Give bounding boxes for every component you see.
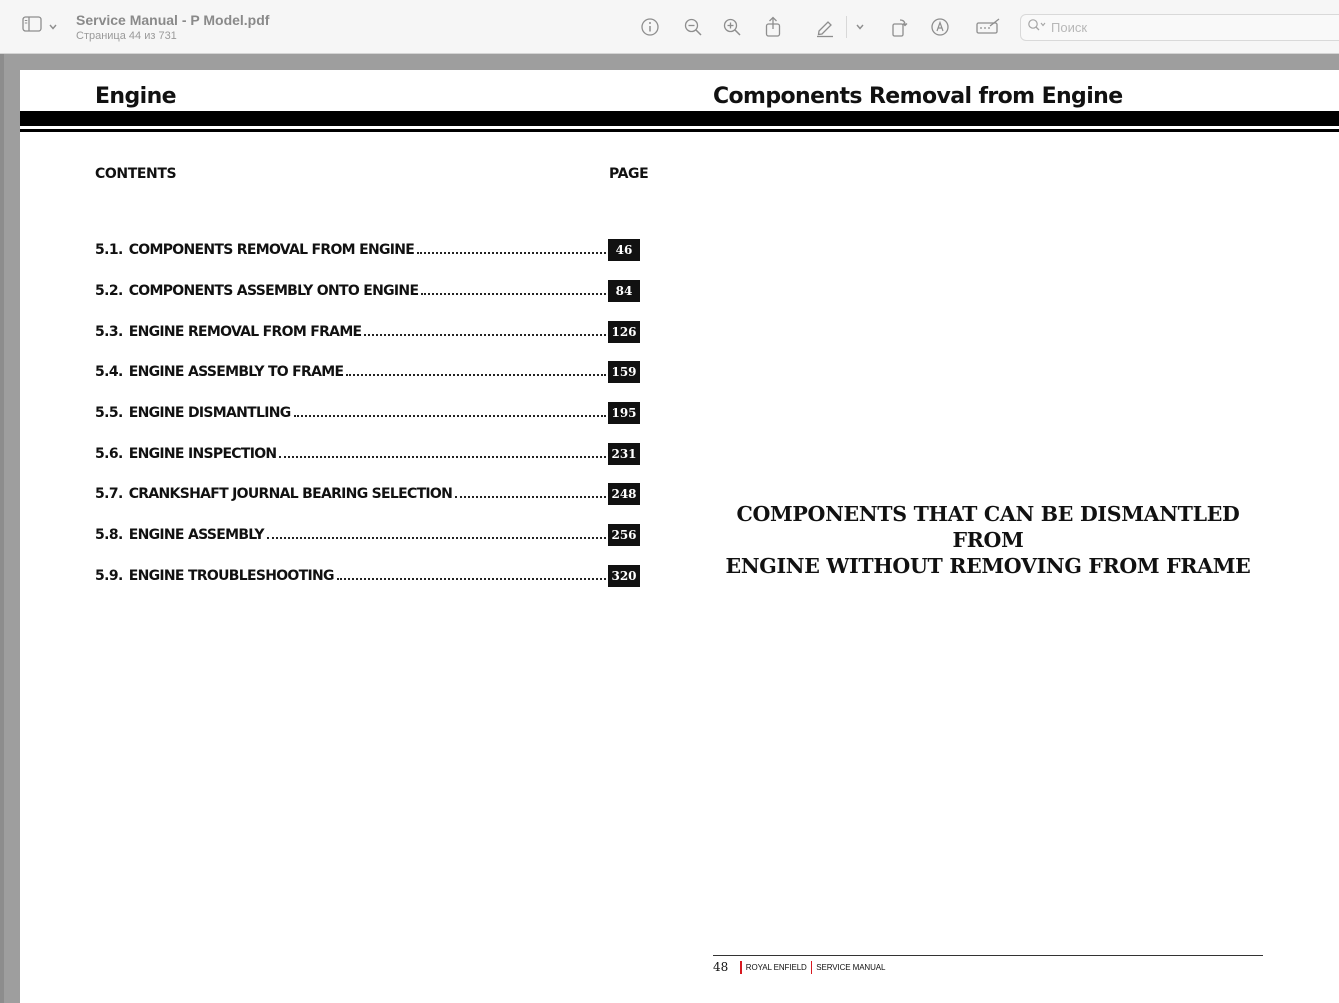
toc-title: ENGINE TROUBLESHOOTING	[128, 567, 334, 584]
footer-divider	[740, 961, 742, 974]
section-title-block	[713, 501, 1263, 579]
toc-page-number: 126	[608, 321, 640, 343]
section-header-right: Components Removal from Engine	[713, 84, 1123, 109]
document-viewer[interactable]	[0, 54, 1339, 1003]
header-rule-thin	[20, 129, 1339, 132]
page-column-heading: PAGE	[609, 166, 649, 182]
info-icon[interactable]	[638, 15, 662, 39]
toc-number: 5.9.	[95, 567, 123, 584]
toc-entry[interactable]	[95, 352, 640, 393]
document-title: Service Manual - P Model.pdf	[76, 12, 270, 28]
section-title-line-2: ENGINE WITHOUT REMOVING FROM FRAME	[725, 554, 1251, 578]
toc-entry[interactable]	[95, 474, 640, 515]
toc-number: 5.8.	[95, 527, 123, 544]
page-indicator: Страница 44 из 731	[76, 30, 177, 42]
toc-leader	[279, 444, 606, 458]
page-footer	[713, 959, 889, 975]
viewer-edge	[0, 54, 4, 1003]
toc-title: CRANKSHAFT JOURNAL BEARING SELECTION	[128, 486, 453, 503]
toc-page-number: 195	[608, 402, 640, 424]
footer-rule	[713, 955, 1263, 956]
search-input[interactable]	[1051, 20, 1321, 35]
zoom-out-icon[interactable]	[681, 15, 705, 39]
toc-leader	[417, 240, 606, 254]
toolbar	[0, 0, 1339, 54]
toc-page-number: 248	[608, 483, 640, 505]
toc-entry[interactable]	[95, 393, 640, 434]
window-title-block	[76, 12, 269, 43]
toc-number: 5.6.	[95, 445, 123, 462]
toc-number: 5.2.	[95, 283, 123, 300]
toc-page-number: 231	[608, 443, 640, 465]
toc-entry[interactable]	[95, 556, 640, 597]
toc-title: ENGINE DISMANTLING	[128, 405, 291, 422]
section-title-line-1: COMPONENTS THAT CAN BE DISMANTLED FROM	[736, 502, 1240, 552]
highlight-options-chevron[interactable]	[848, 15, 872, 39]
search-field[interactable]	[1020, 14, 1339, 41]
signature-form-icon[interactable]	[974, 15, 1002, 39]
toc-number: 5.7.	[95, 486, 123, 503]
toc-entry[interactable]	[95, 271, 640, 312]
toc-leader	[267, 525, 606, 539]
toc-title: ENGINE ASSEMBLY	[128, 527, 264, 544]
zoom-in-icon[interactable]	[720, 15, 744, 39]
toc-title: ENGINE REMOVAL FROM FRAME	[128, 323, 362, 340]
toc-page-number: 320	[608, 565, 640, 587]
toc-title: ENGINE INSPECTION	[128, 445, 277, 462]
toc-leader	[364, 322, 606, 336]
toc-page-number: 46	[608, 239, 640, 261]
highlight-pen-icon[interactable]	[813, 15, 837, 39]
toc-number: 5.1.	[95, 242, 123, 259]
toc-number: 5.5.	[95, 405, 123, 422]
contents-heading: CONTENTS	[95, 166, 177, 182]
footer-doc-name: SERVICE MANUAL	[816, 962, 886, 972]
toc-leader	[421, 281, 606, 295]
pdf-page	[20, 70, 1339, 1003]
toc-title: ENGINE ASSEMBLY TO FRAME	[128, 364, 344, 381]
toc-page-number: 159	[608, 361, 640, 383]
toc-entry[interactable]	[95, 433, 640, 474]
toc-leader	[346, 362, 606, 376]
footer-divider	[811, 961, 813, 974]
toc-entry[interactable]	[95, 515, 640, 556]
footer-brand: ROYAL ENFIELD	[745, 962, 807, 972]
toc-number: 5.3.	[95, 323, 123, 340]
markup-icon[interactable]	[928, 15, 952, 39]
toc-page-number: 84	[608, 280, 640, 302]
toc-leader	[294, 403, 606, 417]
toc-entry[interactable]	[95, 311, 640, 352]
toc-leader	[455, 484, 606, 498]
header-rule-thick	[20, 111, 1339, 126]
share-icon[interactable]	[761, 15, 785, 39]
toc-page-number: 256	[608, 524, 640, 546]
search-icon	[1027, 18, 1047, 37]
rotate-icon[interactable]	[887, 15, 911, 39]
chevron-down-icon[interactable]	[48, 18, 58, 36]
toc-leader	[337, 566, 606, 580]
toc-title: COMPONENTS ASSEMBLY ONTO ENGINE	[128, 283, 419, 300]
section-header-left: Engine	[95, 84, 176, 109]
footer-page-number: 48	[713, 960, 729, 974]
toc-entry[interactable]	[95, 230, 640, 271]
table-of-contents	[95, 230, 640, 596]
toc-number: 5.4.	[95, 364, 123, 381]
toc-title: COMPONENTS REMOVAL FROM ENGINE	[128, 242, 415, 259]
sidebar-icon[interactable]	[22, 16, 42, 37]
sidebar-toggle[interactable]	[22, 16, 58, 37]
